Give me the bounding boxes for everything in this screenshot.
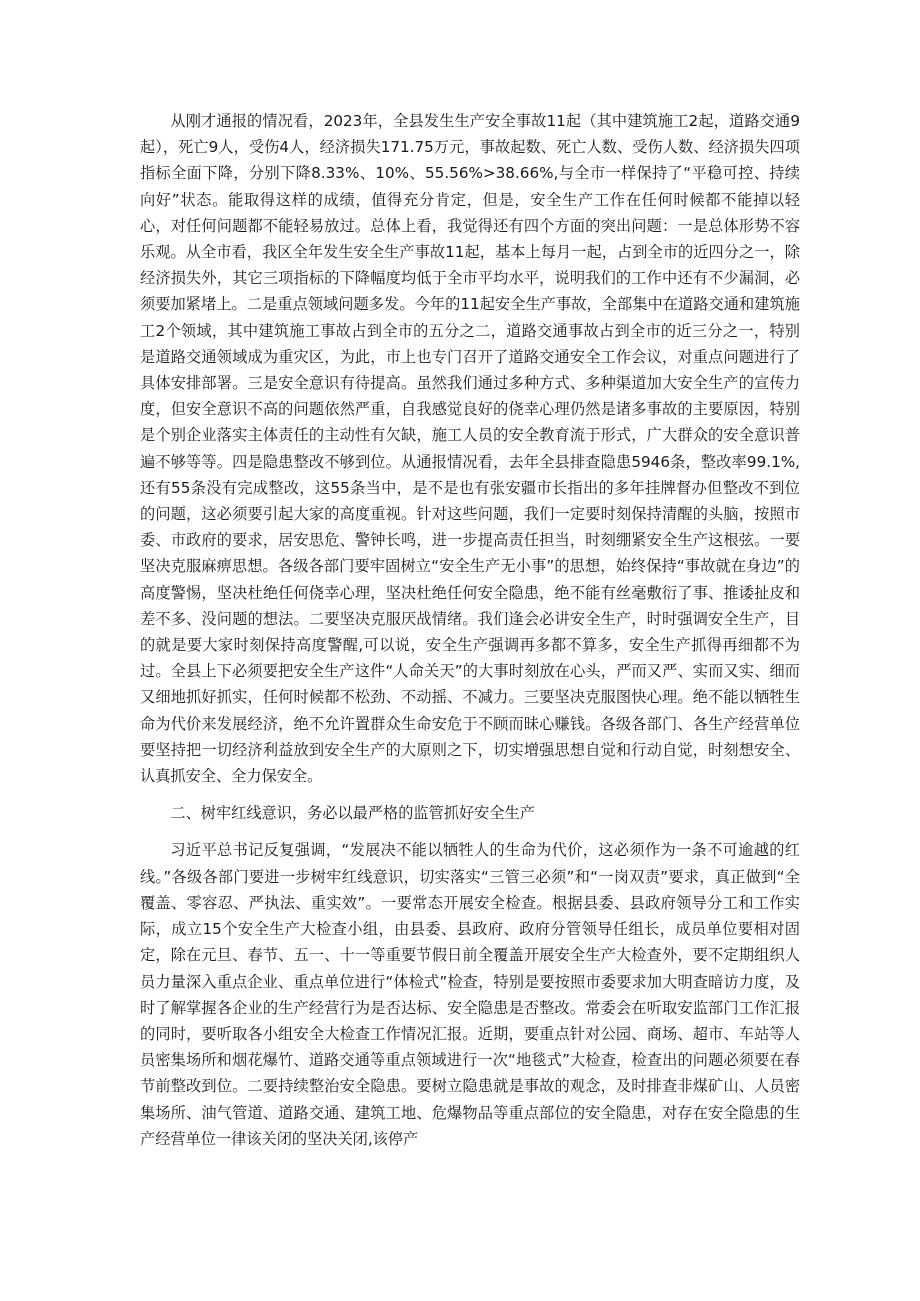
body-paragraph: 习近平总书记反复强调，“发展决不能以牺牲人的生命为代价，这必须作为一条不可逾越的红线。”各级各部门要进一步树牢红线意识，切实落实“三管三必须”和“一岗双责”要求，真正做到“全覆盖、零容忍、严执法、重实效”。一要常态开展安全检查。根据县委、县政府领导分工和工作实际，成立15个安全生产大检查小组，由县委、县政府、政府分管领导任组长，成员单位要相对固定，除在元旦、春节、五一、十一等重要节假日前全覆盖开展安全生产大检查外，要不定期组织人员力量深入重点企业、重点单位进行“体检式”检查，特别是要按照市委要求加大明查暗访力度，及时了解掌握各企业的生产经营行为是否达标、安全隐患是否整改。常委会在听取安监部门工作汇报的同时，要听取各小组安全大检查工作情况汇报。近期，要重点针对公园、商场、超市、车站等人员密集场所和烟花爆竹、道路交通等重点领域进行一次“地毯式”大检查，检查出的问题必须要在春节前整改到位。二要持续整治安全隐患。要树立隐患就是事故的观念，及时排查非煤矿山、人员密集场所、油气管道、道路交通、建筑工地、危爆物品等重点部位的安全隐患，对存在安全隐患的生产经营单位一律该关闭的坚决关闭,该停产 <box>140 841 800 1148</box>
document-page <box>140 108 800 1152</box>
body-paragraph: 从刚才通报的情况看，2023年，全县发生生产安全事故11起（其中建筑施工2起，道路交通9起），死亡9人，受伤4人，经济损失171.75万元，事故起数、死亡人数、受伤人数、经济损失四项指标全面下降，分别下降8.33%、10%、55.56%>38.66%,与全市一样保持了“平稳可控、持续向好”状态。能取得这样的成绩，值得充分肯定，但是，安全生产工作在任何时候都不能掉以轻心，对任何问题都不能轻易放过。总体上看，我觉得还有四个方面的突出问题：一是总体形势不容乐观。从全市看，我区全年发生安全生产事故11起，基本上每月一起，占到全市的近四分之一，除经济损失外，其它三项指标的下降幅度均低于全市平均水平，说明我们的工作中还有不少漏洞，必须要加紧堵上。二是重点领域问题多发。今年的11起安全生产事故，全部集中在道路交通和建筑施工2个领域，其中建筑施工事故占到全市的五分之二，道路交通事故占到全市的近三分之一，特别是道路交通领域成为重灾区，为此，市上也专门召开了道路交通安全工作会议，对重点问题进行了具体安排部署。三是安全意识有待提高。虽然我们通过多种方式、多种渠道加大安全生产的宣传力度，但安全意识不高的问题依然严重，自我感觉良好的侥幸心理仍然是诸多事故的主要原因，特别是个别企业落实主体责任的主动性有欠缺，施工人员的安全教育流于形式，广大群众的安全意识普遍不够等等。四是隐患整改不够到位。从通报情况看，去年全县排查隐患5946条，整改率99.1%,还有55条没有完成整改，这55条当中，是不是也有张安疆市长指出的多年挂牌督办但整改不到位的问题，这必须要引起大家的高度重视。针对这些问题，我们一定要时刻保持清醒的头脑，按照市委、市政府的要求，居安思危、警钟长鸣，进一步提高责任担当，时刻绷紧安全生产这根弦。一要坚决克服麻痹思想。各级各部门要牢固树立“安全生产无小事”的思想，始终保持“事故就在身边”的高度警惕，坚决杜绝任何侥幸心理，坚决杜绝任何安全隐患，绝不能有丝毫敷衍了事、推诿扯皮和差不多、没问题的想法。二要坚决克服厌战情绪。我们逢会必讲安全生产，时时强调安全生产，目的就是要大家时刻保持高度警醒,可以说，安全生产强调再多都不算多，安全生产抓得再细都不为过。全县上下必须要把安全生产这件“人命关天”的大事时刻放在心头，严而又严、实而又实、细而又细地抓好抓实，任何时候都不松劲、不动摇、不减力。三要坚决克服图快心理。绝不能以牺牲生命为代价来发展经济，绝不允许置群众生命安危于不顾而昧心赚钱。各级各部门、各生产经营单位要坚持把一切经济利益放到安全生产的大原则之下，切实增强思想自觉和行动自觉，时刻想安全、认真抓安全、全力保安全。 <box>140 112 800 786</box>
section-heading: 二、树牢红线意识，务必以最严格的监管抓好安全生产 <box>170 804 535 823</box>
